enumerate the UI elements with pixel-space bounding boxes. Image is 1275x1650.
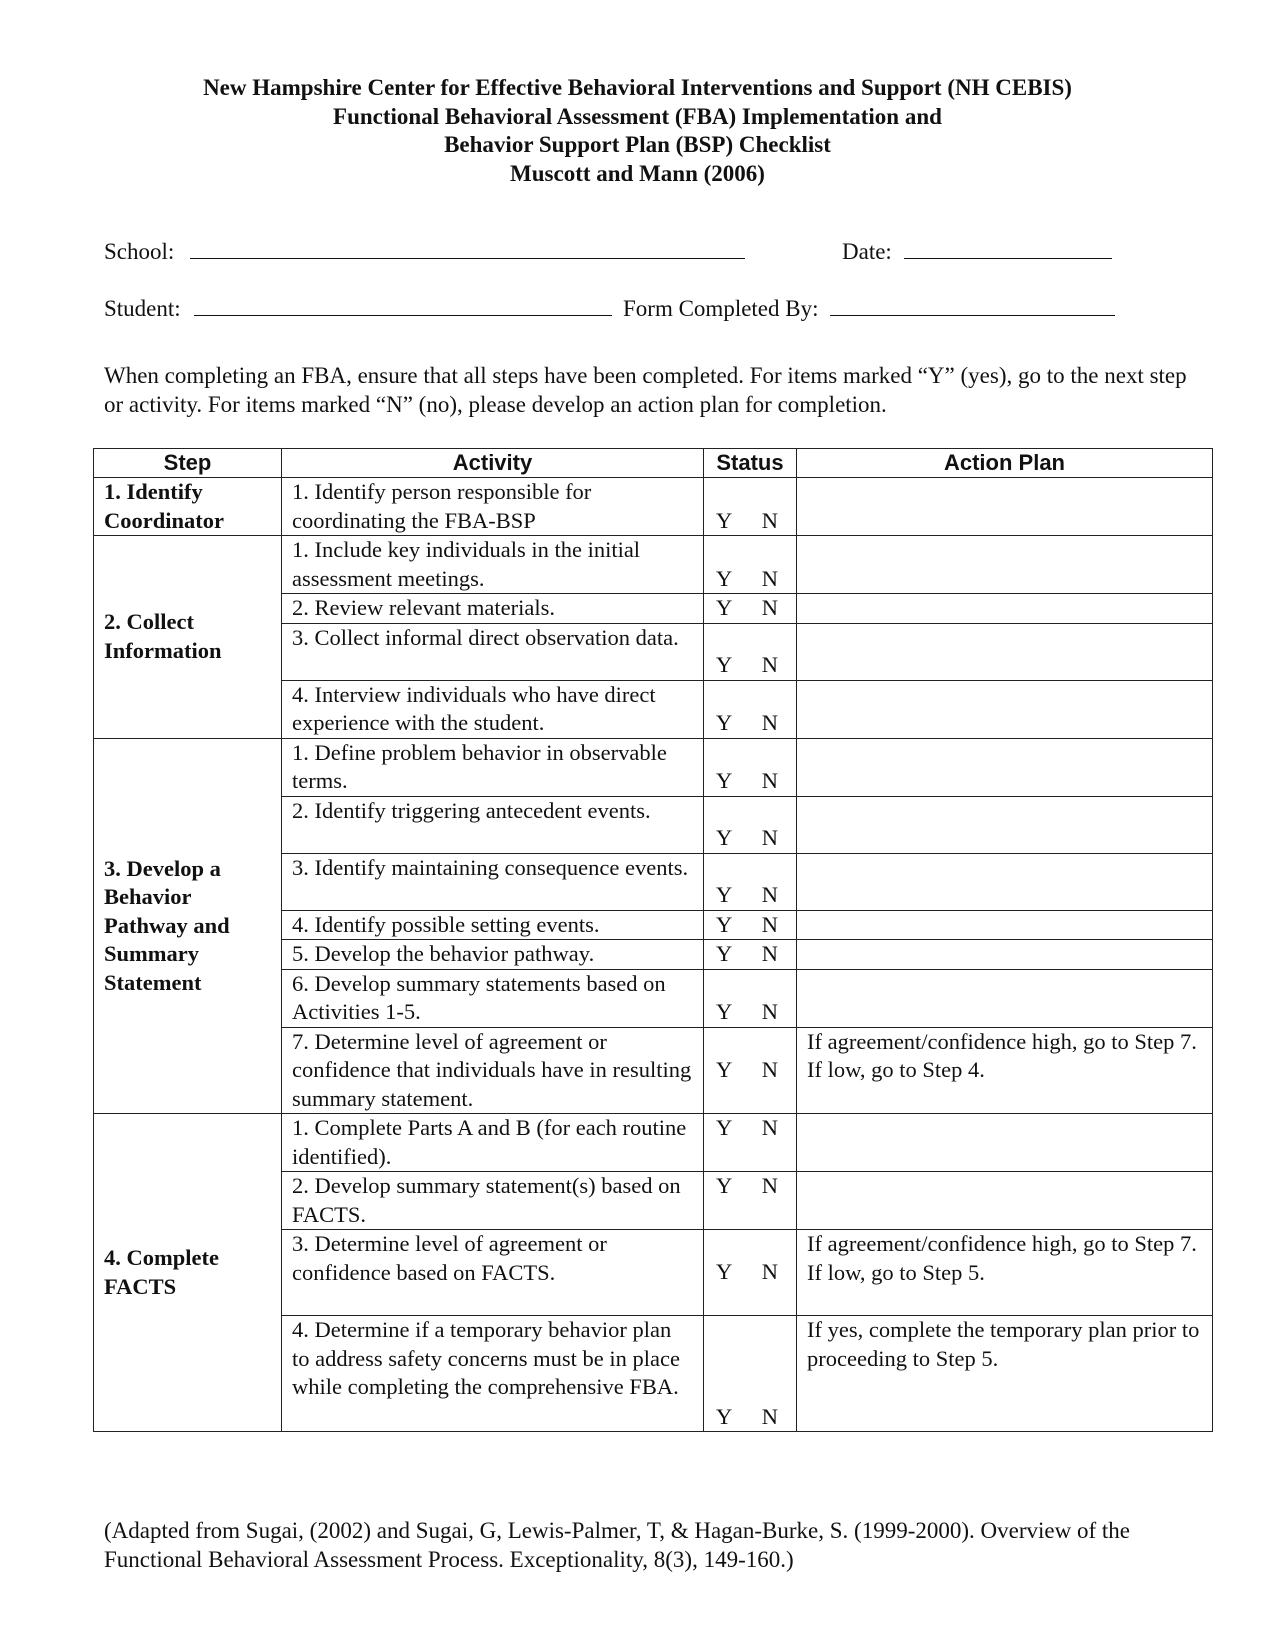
header-organization: New Hampshire Center for Effective Behavioral Interventions and Support (NH CEBIS) bbox=[203, 75, 1072, 100]
activity-cell: 3. Collect informal direct observation data. bbox=[282, 623, 704, 680]
status-cell bbox=[704, 969, 797, 1027]
action-plan-cell[interactable] bbox=[797, 536, 1213, 594]
yes-option[interactable]: Y bbox=[716, 565, 733, 591]
action-plan-cell[interactable] bbox=[797, 478, 1213, 536]
col-header-action-plan: Action Plan bbox=[797, 449, 1213, 478]
no-option[interactable]: N bbox=[761, 1259, 778, 1285]
completed-by-blank[interactable] bbox=[830, 295, 1115, 316]
yes-option[interactable]: Y bbox=[716, 1115, 733, 1140]
status-cell bbox=[704, 1027, 797, 1114]
step-label: 3. Develop a Behavior Pathway and Summary Statement bbox=[94, 738, 282, 1114]
student-label: Student: bbox=[104, 296, 181, 321]
action-plan-cell[interactable] bbox=[797, 680, 1213, 738]
instructions: When completing an FBA, ensure that all steps have been completed. For items marked “Y” (yes), go to the next step or activity. For items marked “N” (no), please develop an action plan for completion. bbox=[104, 363, 1187, 417]
action-plan-cell[interactable] bbox=[797, 1114, 1213, 1172]
no-option[interactable]: N bbox=[761, 507, 778, 533]
school-field bbox=[104, 238, 745, 265]
yes-option[interactable]: Y bbox=[716, 595, 733, 620]
no-option[interactable]: N bbox=[761, 652, 778, 677]
action-plan-cell[interactable] bbox=[797, 796, 1213, 853]
status-cell bbox=[704, 738, 797, 796]
header-authors: Muscott and Mann (2006) bbox=[510, 160, 765, 186]
activity-cell: 7. Determine level of agreement or confidence that individuals have in resulting summary statement. bbox=[282, 1027, 704, 1114]
step-label: 1. Identify Coordinator bbox=[94, 478, 282, 536]
yes-option[interactable]: Y bbox=[716, 999, 733, 1024]
action-plan-cell[interactable] bbox=[797, 969, 1213, 1027]
yes-option[interactable]: Y bbox=[716, 652, 733, 677]
school-label: School: bbox=[104, 239, 175, 264]
no-option[interactable]: N bbox=[761, 825, 778, 850]
action-plan-cell[interactable]: If agreement/confidence high, go to Step 7. If low, go to Step 4. bbox=[797, 1027, 1213, 1114]
table-row bbox=[94, 1114, 1213, 1172]
status-cell bbox=[704, 623, 797, 680]
action-plan-cell[interactable] bbox=[797, 910, 1213, 940]
no-option[interactable]: N bbox=[761, 941, 778, 966]
student-field bbox=[104, 295, 612, 322]
table-header-row bbox=[94, 449, 1213, 478]
yes-option[interactable]: Y bbox=[716, 941, 733, 966]
no-option[interactable]: N bbox=[761, 911, 778, 937]
action-plan-cell[interactable] bbox=[797, 940, 1213, 970]
no-option[interactable]: N bbox=[761, 999, 778, 1024]
no-option[interactable]: N bbox=[761, 768, 778, 793]
yes-option[interactable]: Y bbox=[716, 882, 733, 907]
completed-by-field bbox=[623, 295, 1115, 322]
no-option[interactable]: N bbox=[761, 595, 778, 620]
activity-cell: 6. Develop summary statements based on Activities 1-5. bbox=[282, 969, 704, 1027]
activity-cell: 3. Identify maintaining consequence events. bbox=[282, 853, 704, 910]
student-blank[interactable] bbox=[194, 295, 612, 316]
table-row bbox=[94, 738, 1213, 796]
activity-cell: 5. Develop the behavior pathway. bbox=[282, 940, 704, 970]
yes-option[interactable]: Y bbox=[716, 507, 733, 533]
no-option[interactable]: N bbox=[761, 710, 778, 735]
action-plan-cell[interactable] bbox=[797, 594, 1213, 624]
yes-option[interactable]: Y bbox=[716, 1057, 733, 1082]
date-blank[interactable] bbox=[904, 238, 1112, 259]
no-option[interactable]: N bbox=[761, 565, 778, 591]
yes-option[interactable]: Y bbox=[716, 911, 733, 937]
activity-cell: 2. Identify triggering antecedent events. bbox=[282, 796, 704, 853]
status-cell bbox=[704, 1316, 797, 1432]
status-cell bbox=[704, 940, 797, 970]
yes-option[interactable]: Y bbox=[716, 768, 733, 793]
activity-cell: 3. Determine level of agreement or confidence based on FACTS. bbox=[282, 1230, 704, 1316]
activity-cell: 2. Develop summary statement(s) based on FACTS. bbox=[282, 1172, 704, 1230]
action-plan-cell[interactable]: If agreement/confidence high, go to Step 7. If low, go to Step 5. bbox=[797, 1230, 1213, 1316]
header-title-line2: Behavior Support Plan (BSP) Checklist bbox=[444, 132, 831, 157]
activity-cell: 4. Identify possible setting events. bbox=[282, 910, 704, 940]
no-option[interactable]: N bbox=[761, 1173, 778, 1198]
action-plan-cell[interactable]: If yes, complete the temporary plan prior to proceeding to Step 5. bbox=[797, 1316, 1213, 1432]
status-cell bbox=[704, 536, 797, 594]
yes-option[interactable]: Y bbox=[716, 710, 733, 735]
table-row bbox=[94, 478, 1213, 536]
yes-option[interactable]: Y bbox=[716, 1173, 733, 1198]
status-cell bbox=[704, 1114, 797, 1172]
col-header-status: Status bbox=[704, 449, 797, 478]
activity-cell: 1. Include key individuals in the initial assessment meetings. bbox=[282, 536, 704, 594]
activity-cell: 2. Review relevant materials. bbox=[282, 594, 704, 624]
date-label: Date: bbox=[842, 239, 892, 264]
status-cell bbox=[704, 853, 797, 910]
yes-option[interactable]: Y bbox=[716, 825, 733, 850]
activity-cell: 4. Interview individuals who have direct experience with the student. bbox=[282, 680, 704, 738]
status-cell bbox=[704, 1172, 797, 1230]
document-header bbox=[0, 74, 1275, 188]
activity-cell: 1. Define problem behavior in observable terms. bbox=[282, 738, 704, 796]
checklist-table bbox=[93, 448, 1213, 1432]
status-cell bbox=[704, 478, 797, 536]
table-row bbox=[94, 536, 1213, 594]
yes-option[interactable]: Y bbox=[716, 1259, 733, 1285]
status-cell bbox=[704, 910, 797, 940]
status-cell bbox=[704, 594, 797, 624]
school-blank[interactable] bbox=[190, 238, 745, 259]
no-option[interactable]: N bbox=[761, 1403, 778, 1429]
action-plan-cell[interactable] bbox=[797, 623, 1213, 680]
action-plan-cell[interactable] bbox=[797, 853, 1213, 910]
action-plan-cell[interactable] bbox=[797, 1172, 1213, 1230]
header-title-line1: Functional Behavioral Assessment (FBA) Implementation and bbox=[333, 103, 942, 129]
yes-option[interactable]: Y bbox=[716, 1403, 733, 1429]
completed-by-label: Form Completed By: bbox=[623, 296, 819, 321]
status-cell bbox=[704, 1230, 797, 1316]
activity-cell: 1. Identify person responsible for coordinating the FBA-BSP bbox=[282, 478, 704, 536]
col-header-step: Step bbox=[94, 449, 282, 478]
status-cell bbox=[704, 796, 797, 853]
col-header-activity: Activity bbox=[282, 449, 704, 478]
no-option[interactable]: N bbox=[761, 1057, 778, 1082]
no-option[interactable]: N bbox=[761, 1115, 778, 1140]
activity-cell: 1. Complete Parts A and B (for each routine identified). bbox=[282, 1114, 704, 1172]
status-cell bbox=[704, 680, 797, 738]
citation: (Adapted from Sugai, (2002) and Sugai, G, Lewis-Palmer, T, & Hagan-Burke, S. (1999-2000). Overview of the Functional Behavioral Assessment Process. Exceptionality, 8(3), 149-160.) bbox=[104, 1518, 1130, 1572]
date-field bbox=[842, 238, 1112, 265]
action-plan-cell[interactable] bbox=[797, 738, 1213, 796]
activity-cell: 4. Determine if a temporary behavior plan to address safety concerns must be in place while completing the comprehensive FBA. bbox=[282, 1316, 704, 1432]
step-label: 4. Complete FACTS bbox=[94, 1114, 282, 1432]
step-label: 2. Collect Information bbox=[94, 536, 282, 739]
no-option[interactable]: N bbox=[761, 882, 778, 907]
